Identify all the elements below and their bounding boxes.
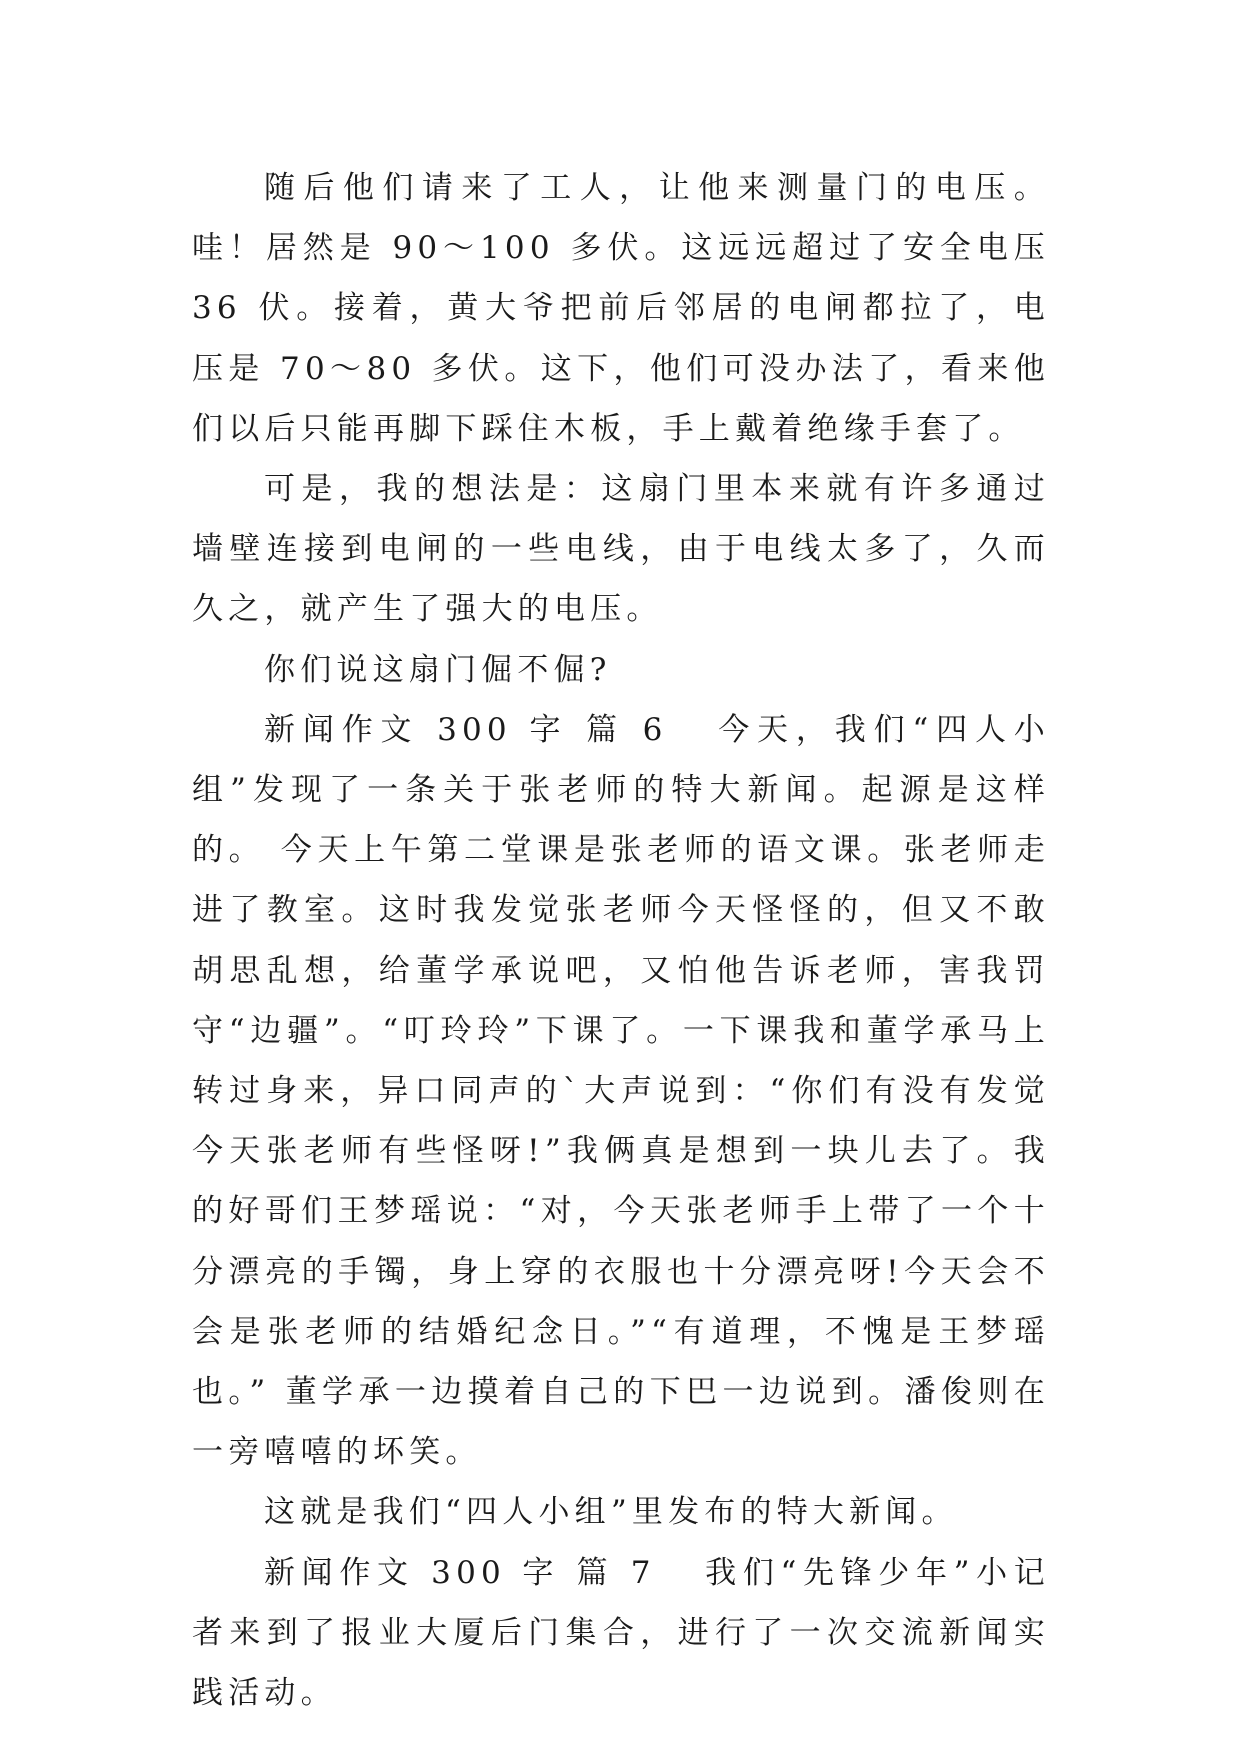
paragraph-electric-door-voltage: 随后他们请来了工人，让他来测量门的电压。哇！居然是 90～100 多伏。这远远超过了安全电压 36 伏。接着，黄大爷把前后邻居的电闸都拉了，电压是 70～80 多伏。这下，他们可没办法了，看来他们以后只能再脚下踩住木板，手上戴着绝缘手套了。 (192, 170, 1050, 447)
section-7-heading: 新闻作文 300 字 篇 7 (264, 1554, 656, 1591)
section-6-heading: 新闻作文 300 字 篇 6 (264, 711, 668, 748)
paragraph-news-summary: 这就是我们“四人小组”里发布的特大新闻。 (264, 1494, 958, 1531)
paragraph-my-opinion: 可是，我的想法是：这扇门里本来就有许多通过墙壁连接到电闸的一些电线，由于电线太多了，久而久之，就产生了强大的电压。 (192, 471, 1050, 628)
section-7-paragraph (192, 1543, 1050, 1724)
section-7-body: 我们“先锋少年”小记者来到了报业大厦后门集合，进行了一次交流新闻实践活动。 (192, 1554, 1050, 1712)
section-6-paragraph (192, 700, 1050, 1483)
document-body (192, 158, 1050, 1723)
paragraph-stubborn-door-question: 你们说这扇门倔不倔? (264, 651, 612, 688)
section-6-body: 今天，我们“四人小组”发现了一条关于张老师的特大新闻。起源是这样的。 今天上午第二堂课是张老师的语文课。张老师走进了教室。这时我发觉张老师今天怪怪的，但又不敢胡思乱想，给董学承说吧，又怕他告诉老师，害我罚守“边疆”。“叮玲玲”下课了。一下课我和董学承马上转过身来，异口同声的`大声说到：“你们有没有发觉今天张老师有些怪呀!”我俩真是想到一块儿去了。我的好哥们王梦瑶说：“对，今天张老师手上带了一个十分漂亮的手镯，身上穿的衣服也十分漂亮呀!今天会不会是张老师的结婚纪念日。”“有道理，不愧是王梦瑶也。” 董学承一边摸着自己的下巴一边说到。潘俊则在一旁嘻嘻的坏笑。 (192, 711, 1051, 1471)
